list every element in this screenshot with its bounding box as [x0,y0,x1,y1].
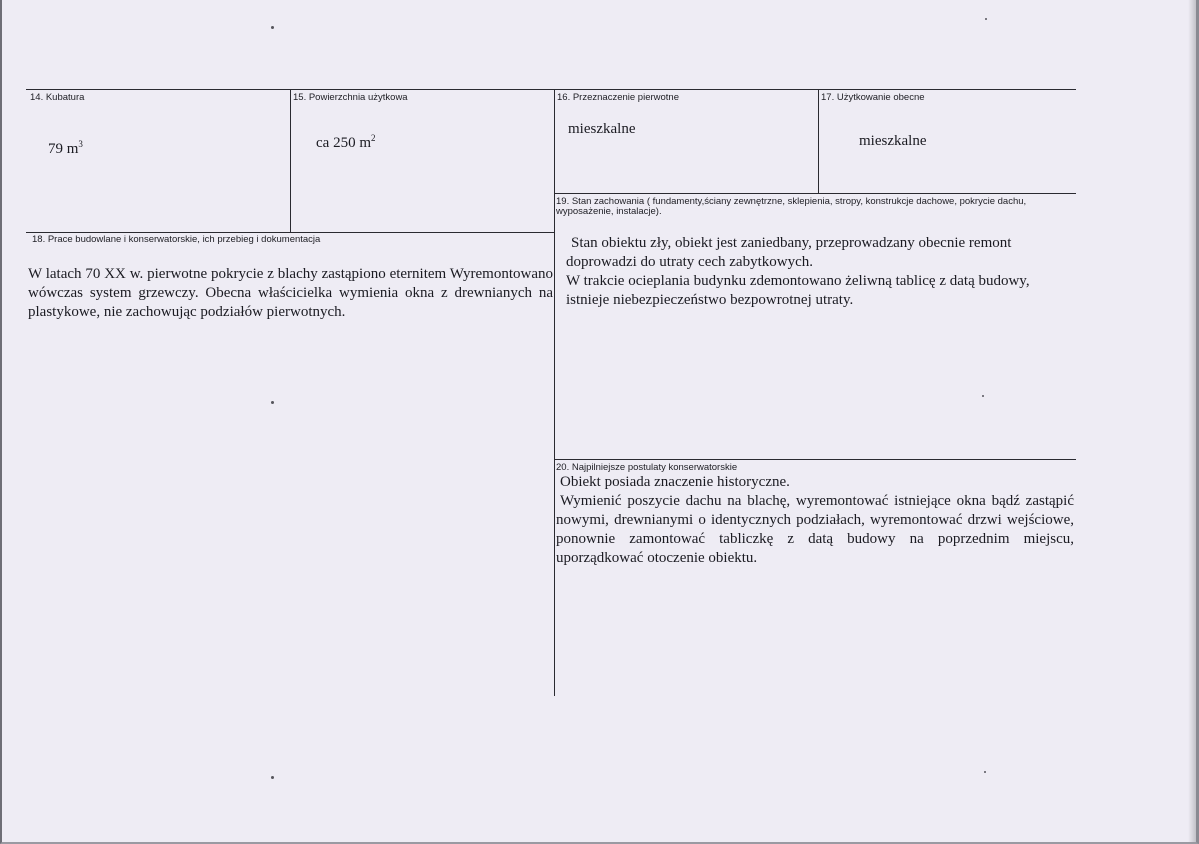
grid-main-divider [554,89,555,696]
field-14-unit-exponent: 3 [78,139,83,149]
field-19-paragraph-2: W trakcie ocieplania budynku zdemontowano żeliwną tablicę z datą budowy, istnieje niebezpieczeństwo bezpowrotnej utraty. [566,273,1030,308]
field-20-label: 20. Najpilniejsze postulaty konserwatorskie [556,462,738,473]
grid-divider-16-17 [818,89,819,194]
field-20-paragraph-2: Wymienić poszycie dachu na blachę, wyremontować istniejące okna bądź zastąpić nowymi, drewnianymi o identycznych podziałach, wyremontować drzwi wejściowe, ponownie zamontować tabliczkę z datą budowy na poprzednim miejscu, uporządkować otoczenie obiektu. [556,493,1074,566]
scan-speck [982,395,984,397]
field-14-label: 14. Kubatura [30,92,85,103]
grid-divider-14-15 [290,89,291,233]
scan-speck [271,401,274,404]
grid-line-above-20 [554,459,1076,460]
grid-line-under-16-17 [554,193,1076,194]
field-17-value: mieszkalne [859,133,927,149]
field-19-paragraph-1: Stan obiektu zły, obiekt jest zaniedbany, przeprowadzany obecnie remont doprowadzi do utraty cech zabytkowych. [566,235,1012,270]
field-15-number: ca 250 m [316,135,371,151]
field-18-text: W latach 70 XX w. pierwotne pokrycie z blachy zastąpiono eternitem Wyremontowano wówczas system grzewczy. Obecna właścicielka wymienia okna z drewnianych na plastykowe, nie zachowując podziałów pierwotnych. [28,266,553,320]
scan-speck [271,776,274,779]
grid-line-above-18 [26,232,555,233]
field-19-label: 19. Stan zachowania ( fundamenty,ściany zewnętrzne, sklepienia, stropy, konstrukcje dachowe, pokrycie dachu, wyposażenie, instalacje). [556,196,1027,218]
field-15-unit-exponent: 2 [370,133,376,143]
scan-speck [271,26,274,29]
field-15-label: 15. Powierzchnia użytkowa [293,92,408,103]
field-19-text [566,234,1056,310]
scan-speck [985,18,987,20]
field-20-paragraph-1: Obiekt posiada znaczenie historyczne. [560,474,790,490]
scan-speck [984,771,986,773]
field-16-value: mieszkalne [568,121,636,137]
grid-top-line [26,89,1076,90]
field-14-value [48,139,83,158]
field-15-value [316,133,375,152]
field-17-label: 17. Użytkowanie obecne [821,92,925,103]
field-20-text [556,473,1074,568]
field-16-label: 16. Przeznaczenie pierwotne [557,92,679,103]
field-18-label: 18. Prace budowlane i konserwatorskie, ich przebieg i dokumentacja [32,234,321,245]
field-14-number: 79 m [48,141,79,157]
